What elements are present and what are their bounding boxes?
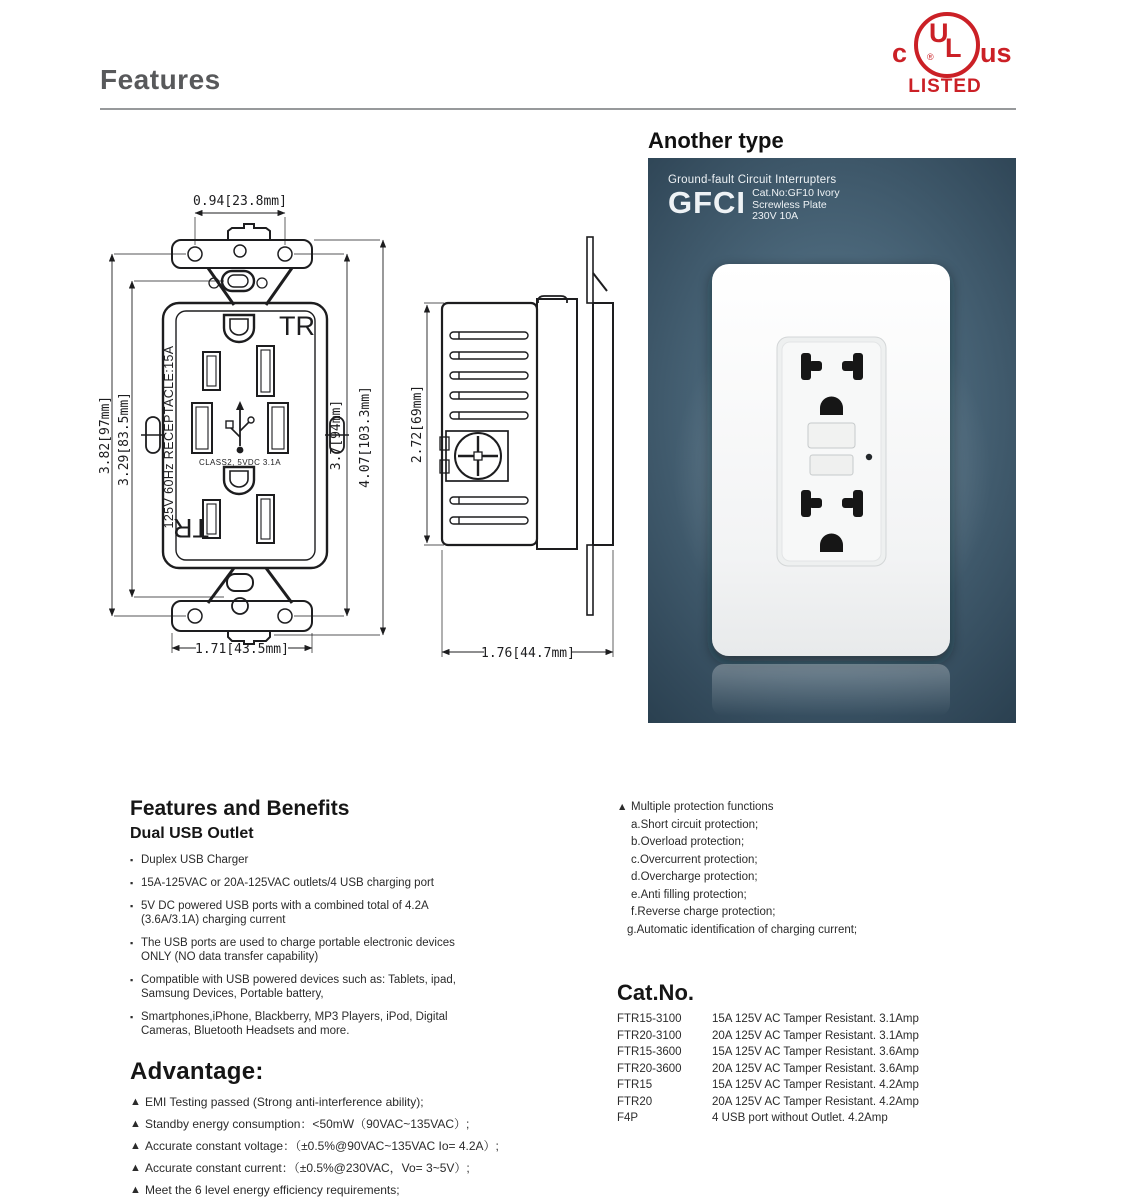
gfci-plate: Screwless Plate xyxy=(752,198,827,211)
rating-label-vertical: 125V 60Hz RECEPTACLE:15A xyxy=(162,345,176,529)
protection-title: Multiple protection functions xyxy=(631,801,774,813)
triangle-bullet-icon: ▲ xyxy=(130,1162,141,1174)
features-heading: Features and Benefits xyxy=(130,797,350,820)
clamp-slot-inner xyxy=(228,275,248,287)
protection-section xyxy=(617,799,1017,940)
center-hole xyxy=(234,245,246,257)
triangle-bullet-icon: ▲ xyxy=(130,1096,141,1108)
clamp-slot xyxy=(222,271,254,291)
dim-front-height-body: 3.29[83.5mm] xyxy=(117,392,132,486)
mount-hole xyxy=(188,609,202,623)
usb-class-label: CLASS2, 5VDC 3.1A xyxy=(199,458,281,467)
cat-code: FTR15 xyxy=(617,1079,653,1091)
gfci-subtitle: Ground-fault Circuit Interrupters xyxy=(668,174,837,186)
list-item-text: Standby energy consumption：<50mW（90VAC~135VAC）; xyxy=(145,1117,470,1131)
ground-hole-inner xyxy=(230,471,248,487)
list-item-text: EMI Testing passed (Strong anti-interference ability); xyxy=(145,1095,424,1109)
triangle-bullet-icon: ▲ xyxy=(617,801,628,813)
list-item xyxy=(130,1139,570,1154)
test-button[interactable] xyxy=(810,455,853,475)
top-strap xyxy=(172,240,312,268)
side-strap-bend xyxy=(593,273,607,291)
dim-side-height: 2.72[69mm] xyxy=(410,384,425,464)
cat-no-heading: Cat.No. xyxy=(617,980,694,1005)
cat-desc: 20A 125V AC Tamper Resistant. 3.6Amp xyxy=(712,1062,919,1075)
bottom-oval xyxy=(227,574,253,591)
small-hole xyxy=(257,278,267,288)
cat-desc: 20A 125V AC Tamper Resistant. 4.2Amp xyxy=(712,1095,919,1108)
slot-inner xyxy=(207,356,216,386)
list-item: d.Overcharge protection; xyxy=(631,871,758,884)
usb-port-right-inner xyxy=(272,407,284,449)
mount-hole xyxy=(188,247,202,261)
list-item-text: Smartphones,iPhone, Blackberry, MP3 Players, iPod, Digital Cameras, Bluetooth Headsets and more. xyxy=(141,1011,448,1037)
list-item: a.Short circuit protection; xyxy=(631,818,759,831)
gfci-product-panel xyxy=(648,158,1016,723)
cat-desc: 15A 125V AC Tamper Resistant. 4.2Amp xyxy=(712,1079,919,1091)
cat-code: FTR20 xyxy=(617,1095,653,1108)
list-item xyxy=(130,899,560,927)
list-item: f.Reverse charge protection; xyxy=(631,906,776,919)
advantage-list xyxy=(130,1095,570,1198)
registered-icon: ® xyxy=(927,52,934,62)
dim-side-depth: 1.76[44.7mm] xyxy=(481,646,575,661)
cat-code: F4P xyxy=(617,1112,639,1124)
protection-title-row xyxy=(617,799,1017,817)
tr-label-bottom: TR xyxy=(173,513,209,543)
list-item xyxy=(130,1183,570,1198)
advantage-section xyxy=(130,1058,570,1200)
ul-us-label: us xyxy=(980,38,1012,68)
side-wall-plate xyxy=(593,303,613,545)
gfci-photo xyxy=(648,158,1016,723)
advantage-heading: Advantage: xyxy=(130,1058,264,1085)
indicator-led xyxy=(866,454,872,460)
ul-listed-logo xyxy=(880,6,1030,106)
features-benefits-section xyxy=(130,797,560,1047)
usb-port-left xyxy=(192,403,212,453)
mount-hole xyxy=(278,609,292,623)
strap-edge xyxy=(266,268,292,305)
square-bullet-icon: ▪ xyxy=(130,855,134,865)
strap-edge xyxy=(208,568,234,603)
dim-front-width-bottom: 1.71[43.5mm] xyxy=(195,642,289,657)
cat-code: FTR20-3600 xyxy=(617,1062,682,1075)
usb-port-left-inner xyxy=(196,407,208,449)
list-item-text: 5V DC powered USB ports with a combined total of 4.2A (3.6A/3.1A) charging current xyxy=(141,900,429,926)
cat-desc: 15A 125V AC Tamper Resistant. 3.6Amp xyxy=(712,1046,919,1058)
list-item-text: Accurate constant current：（±0.5%@230VAC，Vo= 3~5V）; xyxy=(145,1161,470,1175)
reset-button[interactable] xyxy=(808,423,855,448)
list-item xyxy=(130,936,560,964)
list-item-text: The USB ports are used to charge portable electronic devices ONLY (NO data transfer capability) xyxy=(141,937,455,963)
plate-reflection xyxy=(712,664,950,716)
ul-listed-label: LISTED xyxy=(908,76,982,97)
features-list xyxy=(130,853,560,1038)
mount-hole xyxy=(278,247,292,261)
dim-front-width-top: 0.94[23.8mm] xyxy=(193,194,287,209)
list-item-text: Meet the 6 level energy efficiency requirements; xyxy=(145,1183,400,1197)
cat-code: FTR20-3100 xyxy=(617,1029,682,1042)
square-bullet-icon: ▪ xyxy=(130,1012,134,1022)
list-item xyxy=(130,1095,570,1110)
usb-icon xyxy=(226,401,254,453)
technical-drawing xyxy=(88,165,638,690)
slot xyxy=(257,495,274,543)
gfci-device-face xyxy=(782,342,881,561)
side-strap-top xyxy=(587,237,593,303)
side-mid-plate xyxy=(537,299,577,549)
top-tab xyxy=(228,224,270,239)
list-item-text: 15A-125VAC or 20A-125VAC outlets/4 USB charging port xyxy=(141,877,434,889)
list-item: e.Anti filling protection; xyxy=(631,888,747,901)
list-item: b.Overload protection; xyxy=(631,836,745,849)
cat-no-section xyxy=(617,980,1027,1125)
cat-desc: 15A 125V AC Tamper Resistant. 3.1Amp xyxy=(712,1013,919,1025)
square-bullet-icon: ▪ xyxy=(130,878,134,888)
slot-inner xyxy=(261,350,270,392)
list-item: c.Overcurrent protection; xyxy=(631,853,758,866)
list-item-text: Duplex USB Charger xyxy=(141,854,249,866)
square-bullet-icon: ▪ xyxy=(130,901,134,911)
slot xyxy=(203,352,220,390)
list-item xyxy=(130,973,560,1001)
triangle-bullet-icon: ▲ xyxy=(130,1184,141,1196)
slot xyxy=(257,346,274,396)
features-subheading: Dual USB Outlet xyxy=(130,825,254,842)
bottom-strap xyxy=(172,601,312,631)
page-title: Features xyxy=(100,64,221,95)
header-divider xyxy=(100,108,1016,110)
ul-u-letter: U xyxy=(929,18,949,48)
usb-port-right xyxy=(268,403,288,453)
gfci-rating: 230V 10A xyxy=(752,210,799,222)
cat-desc: 4 USB port without Outlet. 4.2Amp xyxy=(712,1112,888,1124)
cat-code: FTR15-3100 xyxy=(617,1013,682,1025)
strap-edge xyxy=(208,268,234,305)
list-item-text: Compatible with USB powered devices such as: Tablets, ipad, Samsung Devices, Portable battery, xyxy=(141,974,456,1000)
gfci-brand: GFCI xyxy=(668,185,747,220)
list-item xyxy=(130,853,560,867)
dim-front-height-strap: 3.82[97mm] xyxy=(98,395,113,475)
square-bullet-icon: ▪ xyxy=(130,938,134,948)
ul-c-label: c xyxy=(892,38,908,68)
slot-inner xyxy=(261,499,270,539)
cat-desc: 20A 125V AC Tamper Resistant. 3.1Amp xyxy=(712,1029,919,1042)
cat-no-table xyxy=(617,1013,1027,1125)
ul-l-letter: L xyxy=(945,33,962,63)
gfci-cat-no: Cat.No:GF10 Ivory xyxy=(752,187,840,199)
strap-edge xyxy=(266,568,292,603)
ground-hole-inner xyxy=(230,319,248,335)
side-strap-bottom xyxy=(587,545,593,615)
another-type-heading: Another type xyxy=(648,128,784,153)
list-item xyxy=(130,876,560,890)
list-item xyxy=(130,1010,560,1038)
cat-code: FTR15-3600 xyxy=(617,1046,682,1058)
dim-front-height-overall: 4.07[103.3mm] xyxy=(358,386,373,488)
tr-label-top: TR xyxy=(279,311,315,341)
list-item xyxy=(130,1117,570,1132)
list-item xyxy=(130,1161,570,1176)
list-item-text: Accurate constant voltage：（±0.5%@90VAC~135VAC Io= 4.2A）; xyxy=(145,1139,499,1153)
ul-circle-icon xyxy=(914,12,980,78)
list-item: g.Automatic identification of charging current; xyxy=(627,924,858,937)
triangle-bullet-icon: ▲ xyxy=(130,1140,141,1152)
square-bullet-icon: ▪ xyxy=(130,975,134,985)
triangle-bullet-icon: ▲ xyxy=(130,1118,141,1130)
dim-front-height-right: 3.7[94mm] xyxy=(329,399,344,471)
